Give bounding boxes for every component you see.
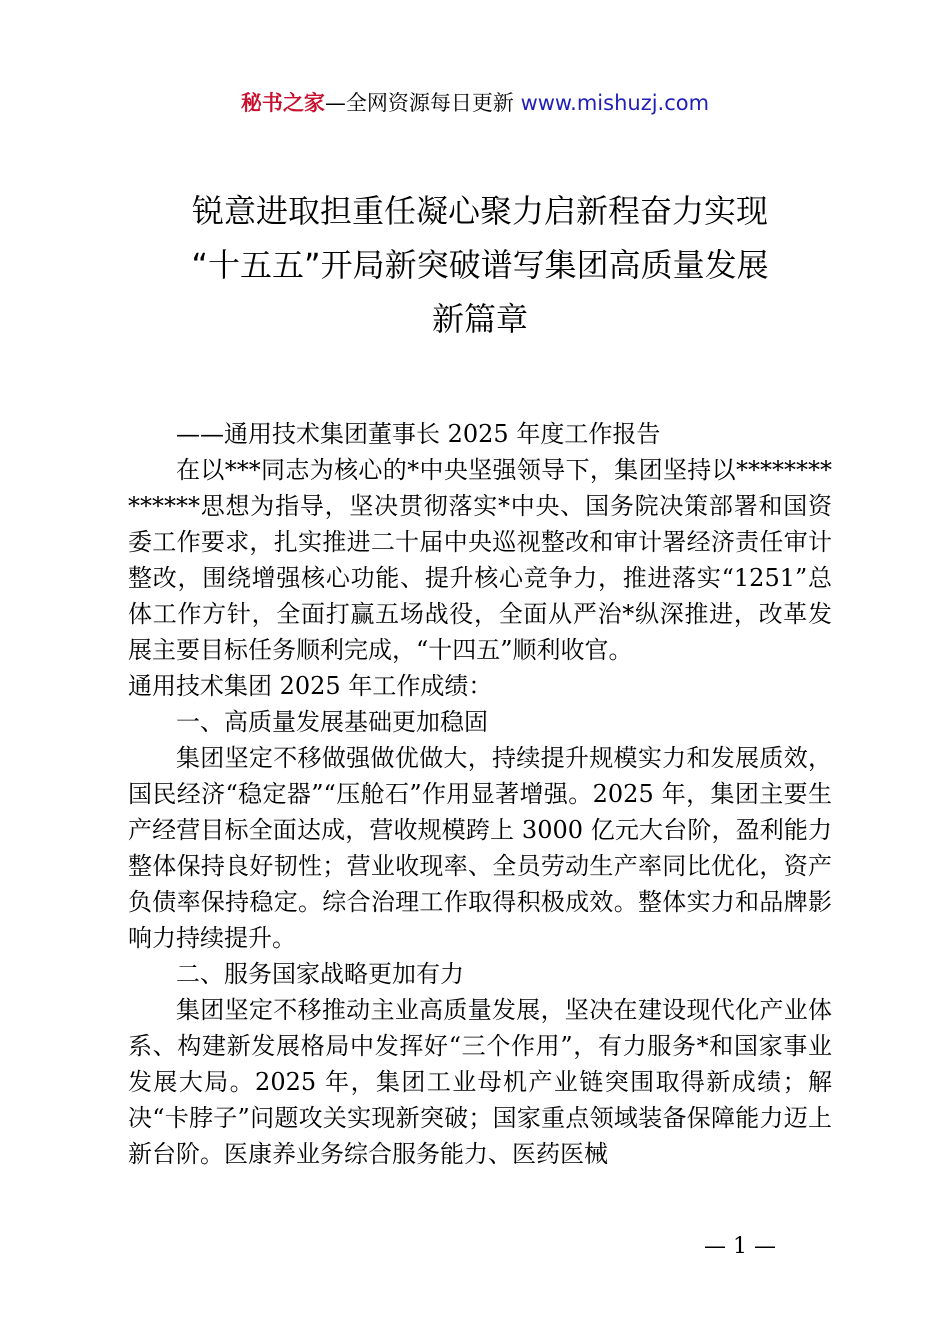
intro-paragraph: 在以***同志为核心的*中央坚强领导下，集团坚持以**************思想为指导，坚决贯彻落实*中央、国务院决策部署和国资委工作要求，扎实推进二十届中央巡视整改和审计署经济责任审计整改，围绕增强核心功能、提升核心竞争力，推进落实“1251”总体工作方针，全面打赢五场战役，全面从严治*纵深推进，改革发展主要目标任务顺利完成，“十四五”顺利收官。 xyxy=(128,456,832,664)
achievements-heading: 通用技术集团 2025 年工作成绩： xyxy=(128,672,493,700)
page-number: — 1 — xyxy=(704,1234,776,1259)
title-line-2: “十五五”开局新突破谱写集团高质量发展 xyxy=(191,246,769,284)
section-1-heading: 一、高质量发展基础更加稳固 xyxy=(176,708,488,736)
section-1-paragraph: 集团坚定不移做强做优做大，持续提升规模实力和发展质效，国民经济“稳定器”“压舱石”作用显著增强。2025 年，集团主要生产经营目标全面达成，营收规模跨上 3000 亿元大台阶，盈利能力整体保持良好韧性；营业收现率、全员劳动生产率同比优化，资产负债率保持稳定。综合治理工作取得积极成效。整体实力和品牌影响力持续提升。 xyxy=(128,744,832,952)
document-body xyxy=(128,416,832,1172)
title-line-3: 新篇章 xyxy=(431,300,528,338)
document-title xyxy=(128,184,832,346)
site-tagline: —全网资源每日更新 xyxy=(324,91,521,115)
report-subtitle: ——通用技术集团董事长 2025 年度工作报告 xyxy=(176,420,661,448)
title-line-1: 锐意进取担重任凝心聚力启新程奋力实现 xyxy=(191,192,768,230)
section-2-paragraph: 集团坚定不移推动主业高质量发展，坚决在建设现代化产业体系、构建新发展格局中发挥好“三个作用”，有力服务*和国家事业发展大局。2025 年，集团工业母机产业链突围取得新成绩；解决“卡脖子”问题攻关实现新突破；国家重点领域装备保障能力迈上新台阶。医康养业务综合服务能力、医药医械 xyxy=(128,996,832,1168)
site-brand: 秘书之家 xyxy=(240,91,325,115)
section-2-heading: 二、服务国家战略更加有力 xyxy=(176,960,464,988)
site-banner xyxy=(0,88,950,118)
site-url-link[interactable]: www.mishuzj.com xyxy=(520,91,710,115)
